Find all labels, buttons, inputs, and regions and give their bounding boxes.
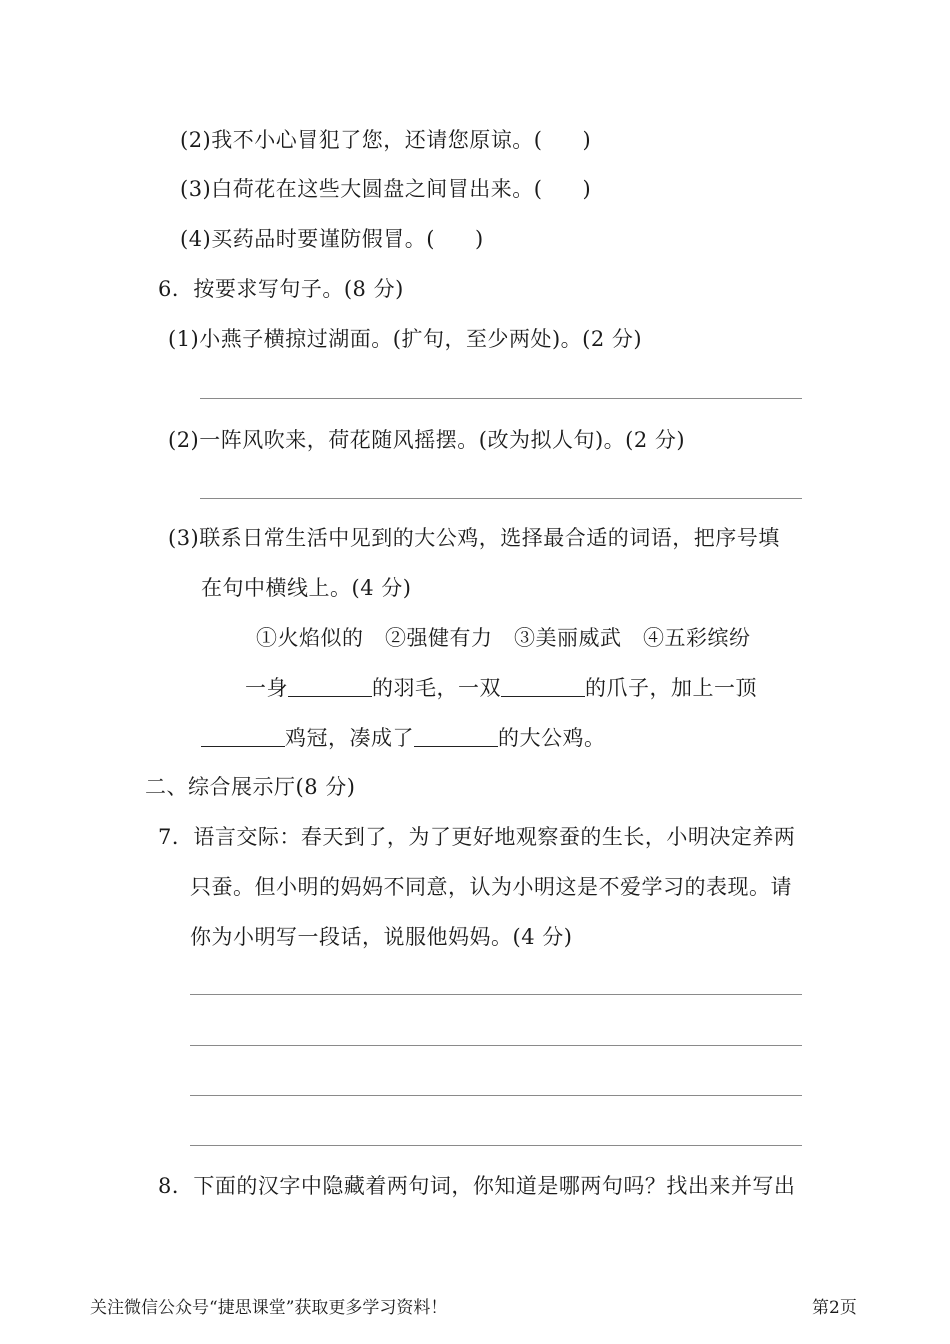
section2-title: 二、综合展示厅(8 分) — [145, 775, 356, 799]
q6-fill2-a: 鸡冠，凑成了 — [285, 726, 414, 750]
q6-fill-line1 — [245, 673, 757, 703]
q5-item-3-close: ) — [582, 177, 592, 201]
q7-answer-line-1[interactable] — [190, 994, 802, 995]
q7-answer-line-2[interactable] — [190, 1045, 802, 1046]
q7-line2: 只蚕。但小明的妈妈不同意，认为小明这是不爱学习的表现。请 — [190, 875, 792, 899]
q6-sub3-line1: (3)联系日常生活中见到的大公鸡，选择最合适的词语，把序号填 — [168, 526, 780, 550]
q5-item-4-text: (4)买药品时要谨防假冒。( — [180, 227, 435, 251]
q7-answer-line-4[interactable] — [190, 1145, 802, 1146]
q7-line1: 7．语言交际：春天到了，为了更好地观察蚕的生长，小明决定养两 — [158, 825, 796, 849]
page-number: 第2页 — [812, 1298, 857, 1318]
q6-fill1-c: 的爪子，加上一顶 — [585, 676, 757, 700]
q6-blank-3[interactable] — [201, 726, 285, 747]
q5-item-2 — [180, 125, 591, 155]
q5-item-2-close: ) — [582, 128, 592, 152]
q7-answer-line-3[interactable] — [190, 1095, 802, 1096]
q5-item-2-text: (2)我不小心冒犯了您，还请您原谅。( — [180, 128, 543, 152]
q6-fill2-b: 的大公鸡。 — [498, 726, 606, 750]
q5-item-4 — [180, 224, 484, 254]
q6-blank-4[interactable] — [414, 726, 498, 747]
q6-fill-line2 — [201, 723, 606, 753]
q5-item-4-close: ) — [474, 227, 484, 251]
q6-sub2: (2)一阵风吹来，荷花随风摇摆。(改为拟人句)。(2 分) — [168, 428, 686, 452]
footer-note: 关注微信公众号“捷思课堂”获取更多学习资料！ — [90, 1298, 448, 1318]
q6-sub1: (1)小燕子横掠过湖面。(扩句，至少两处)。(2 分) — [168, 327, 643, 351]
q5-item-3-text: (3)白荷花在这些大圆盘之间冒出来。( — [180, 177, 543, 201]
q6-fill1-b: 的羽毛，一双 — [372, 676, 501, 700]
q6-fill1-a: 一身 — [245, 676, 288, 700]
q7-line3: 你为小明写一段话，说服他妈妈。(4 分) — [190, 925, 573, 949]
q5-item-3 — [180, 174, 591, 204]
q8-line1: 8．下面的汉字中隐藏着两句词，你知道是哪两句吗？找出来并写出 — [158, 1174, 796, 1198]
q6-sub1-answer-line[interactable] — [200, 398, 802, 399]
q6-sub2-answer-line[interactable] — [200, 498, 802, 499]
q6-title: 6．按要求写句子。(8 分) — [158, 277, 404, 301]
q6-options: ①火焰似的 ②强健有力 ③美丽威武 ④五彩缤纷 — [256, 626, 751, 650]
q6-sub3-line2: 在句中横线上。(4 分) — [201, 576, 412, 600]
q6-blank-1[interactable] — [288, 676, 372, 697]
q6-blank-2[interactable] — [501, 676, 585, 697]
